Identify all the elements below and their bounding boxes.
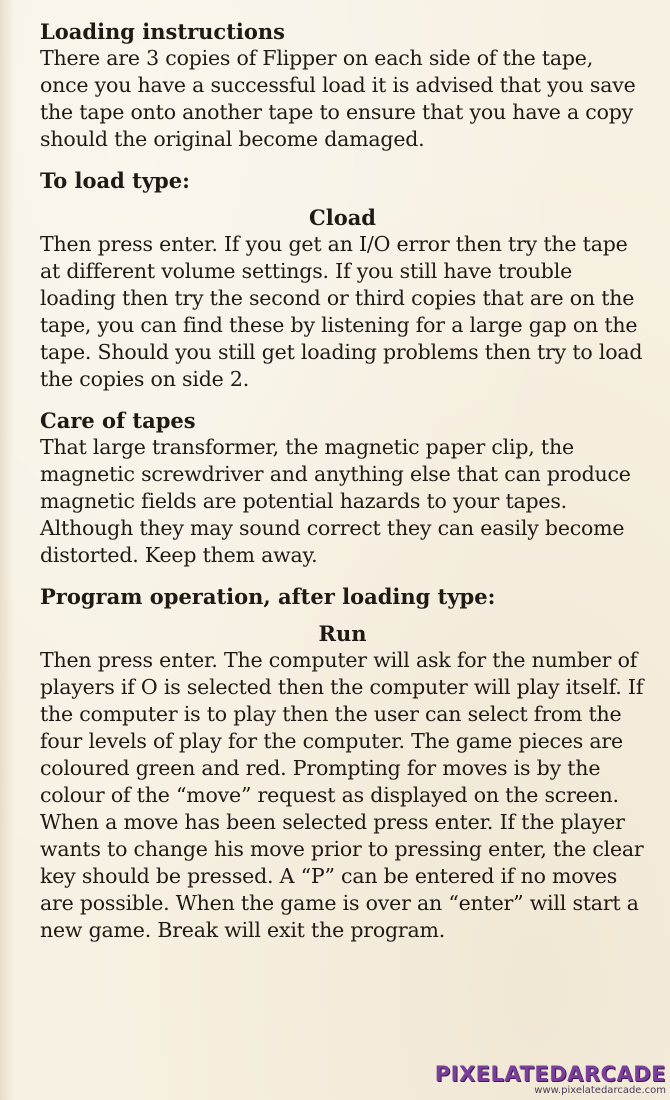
- loading-instructions-section: [40, 18, 645, 153]
- loading-instructions-heading: Loading instructions: [40, 19, 285, 44]
- program-operation-section: [40, 583, 645, 944]
- pixelatedarcade-watermark: [435, 1063, 666, 1097]
- to-load-section: [40, 167, 645, 393]
- care-of-tapes-text: That large transformer, the magnetic paper clip, the magnetic screwdriver and anything else that can produce magnetic fields are potential hazards to your tapes. Although they may sound correct they can easily become distorted. Keep them away.: [40, 435, 631, 567]
- pixelatedarcade-logo: PIXELATEDARCADE: [434, 1062, 666, 1086]
- instruction-page: [40, 18, 645, 944]
- run-command: Run: [318, 621, 367, 646]
- program-operation-heading: Program operation, after loading type:: [40, 584, 496, 609]
- pixelatedarcade-url: www.pixelatedarcade.com: [534, 1085, 666, 1096]
- care-of-tapes-heading: Care of tapes: [40, 408, 196, 433]
- cload-command: Cload: [309, 205, 376, 230]
- loading-instructions-text: There are 3 copies of Flipper on each side of the tape, once you have a successful load it is advised that you save the tape onto another tape to ensure that you have a copy should the original become damaged.: [40, 46, 636, 151]
- to-load-text: Then press enter. If you get an I/O error then try the tape at different volume settings. If you still have trouble loading then try the second or third copies that are on the tape, you can find these by listening for a large gap on the tape. Should you still get loading problems then try to load the copies on side 2.: [40, 232, 643, 391]
- program-operation-text: Then press enter. The computer will ask for the number of players if O is selected then the computer will play itself. If the computer is to play then the user can select from the four levels of play for the computer. The game pieces are coloured green and red. Prompting for moves is by the colour of the “move” request as displayed on the screen. When a move has been selected press enter. If the player wants to change his move prior to pressing enter, the clear key should be pressed. A “P” can be entered if no moves are possible. When the game is over an “enter” will start a new game. Break will exit the program.: [40, 648, 644, 942]
- care-of-tapes-section: [40, 407, 645, 569]
- paper-edge-shading: [0, 0, 14, 1100]
- to-load-heading: To load type:: [40, 168, 190, 193]
